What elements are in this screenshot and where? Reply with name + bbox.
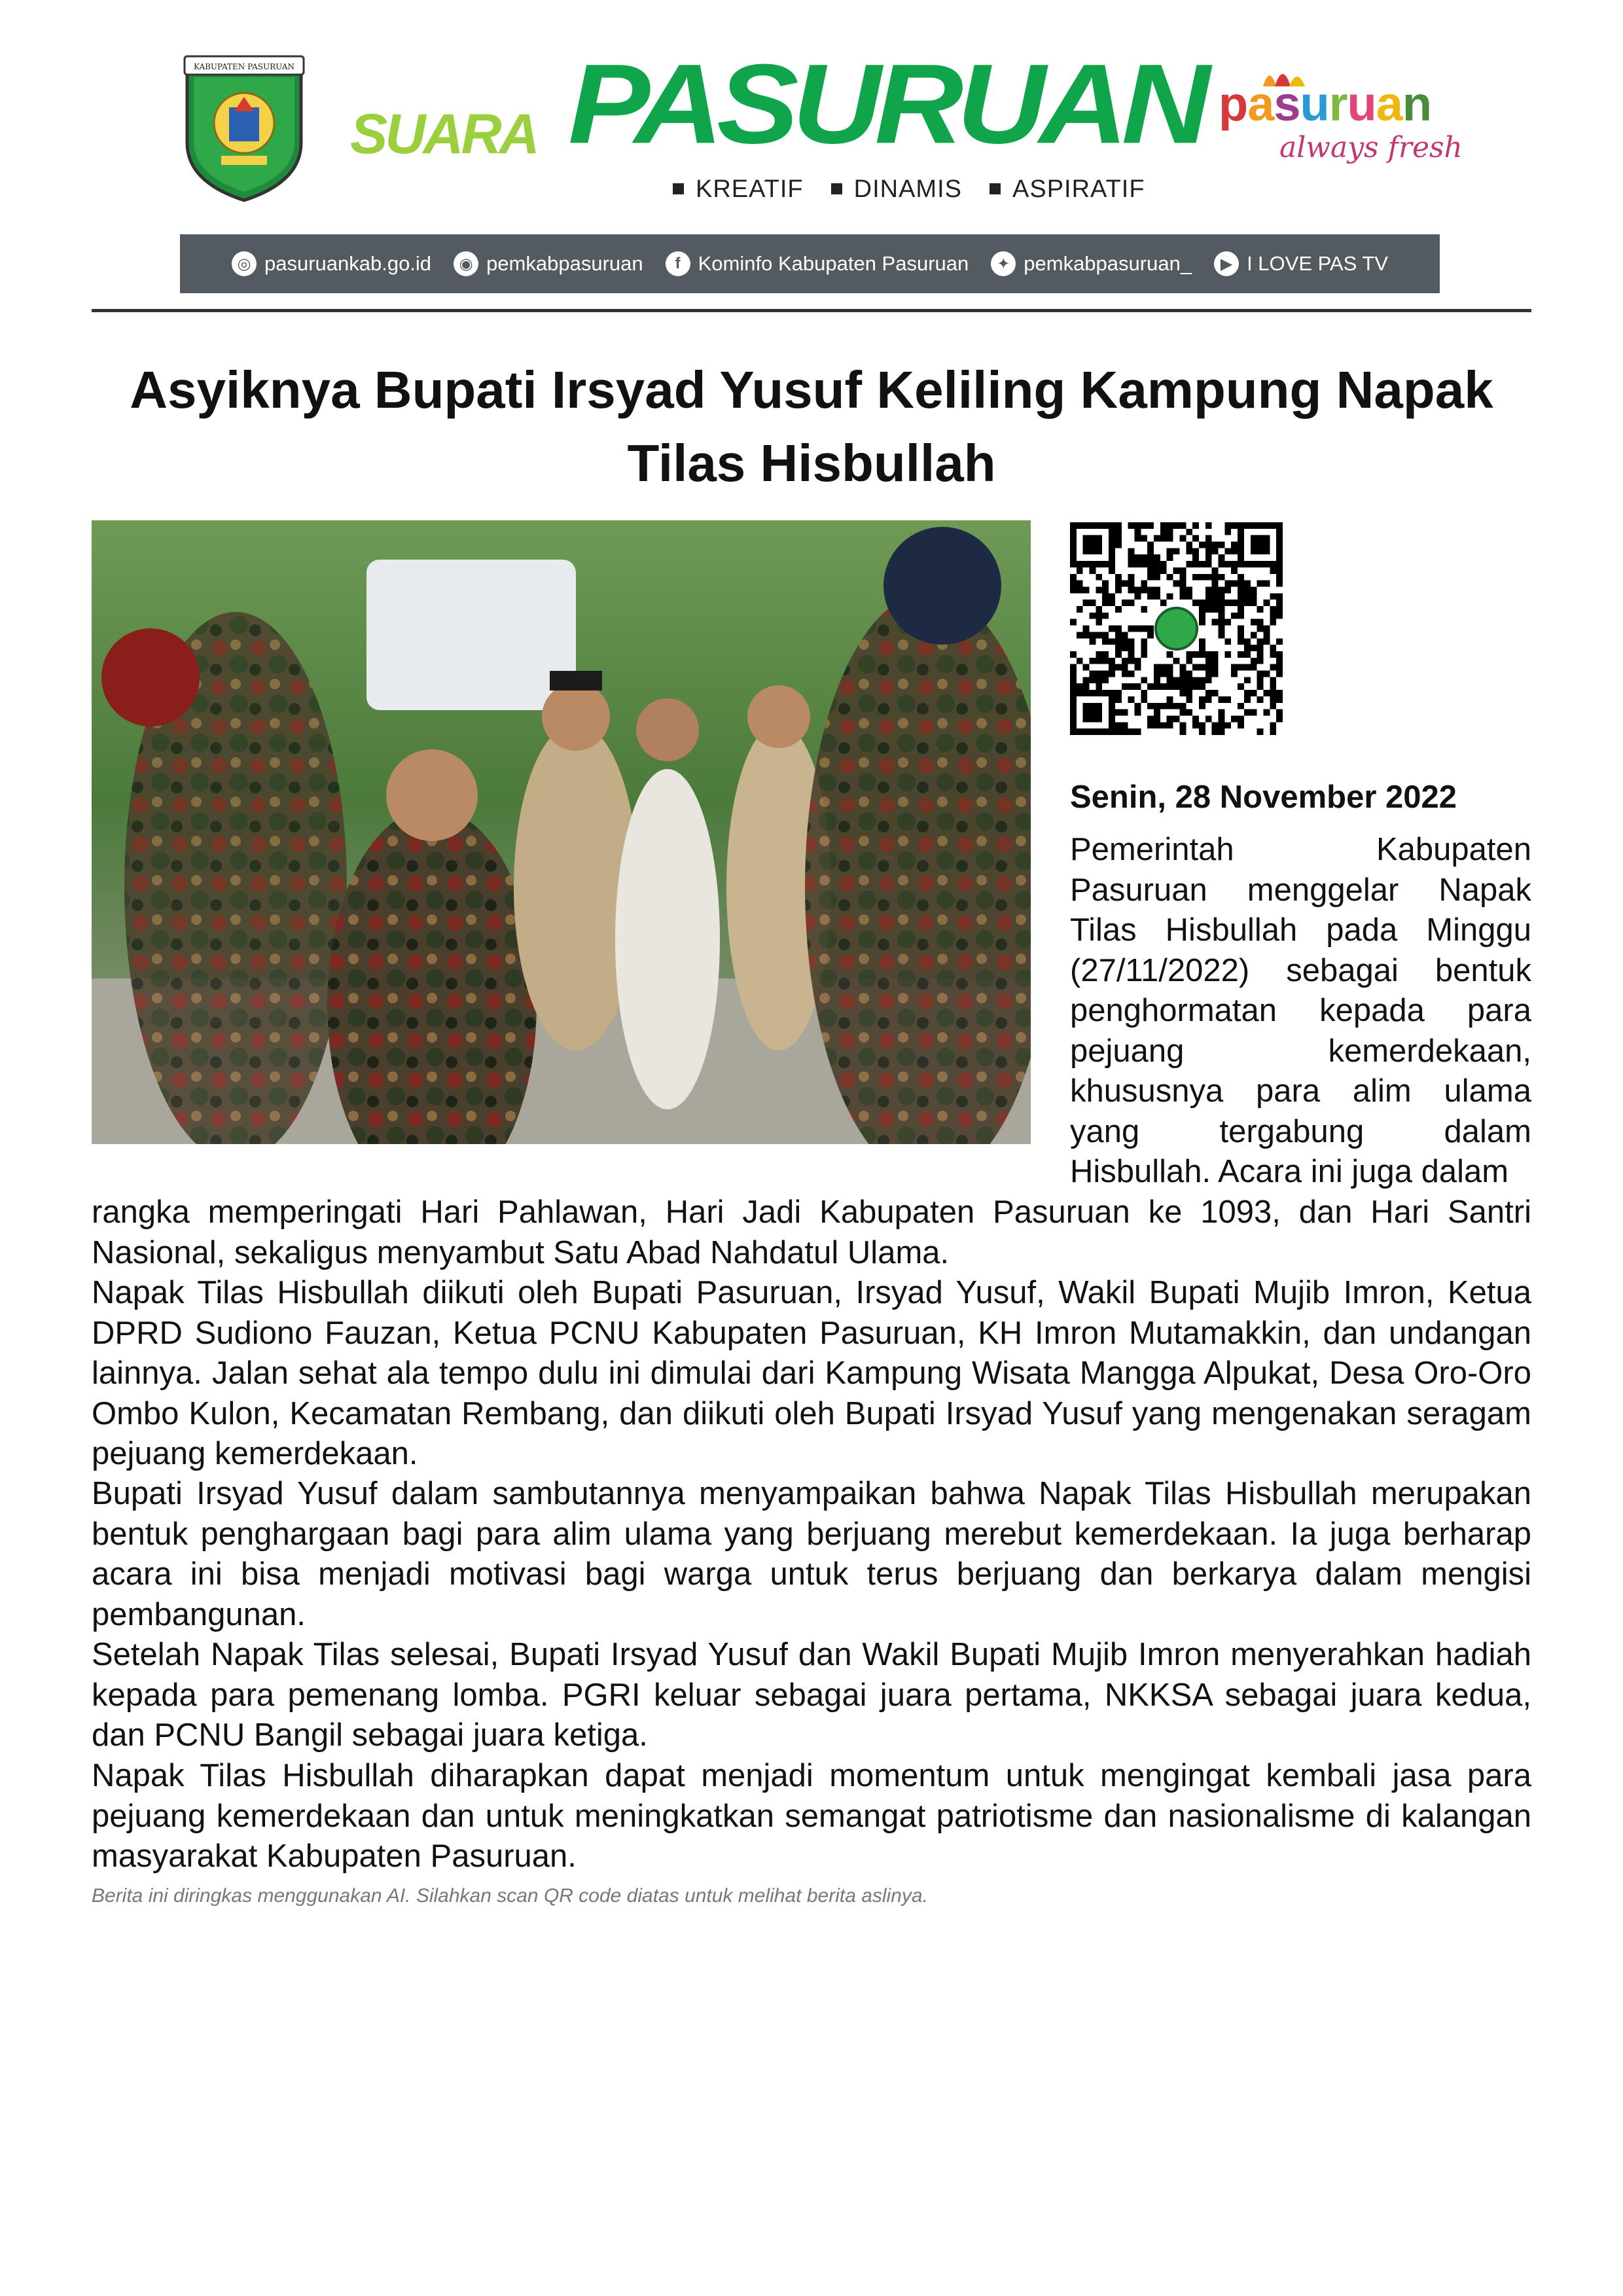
youtube-icon: ▶ (1214, 251, 1239, 276)
tourism-slogan: always fresh (1279, 131, 1463, 164)
social-media-bar (180, 234, 1440, 293)
social-instagram[interactable]: ◉ pemkabpasuruan (454, 251, 643, 276)
article-paragraph-5: Napak Tilas Hisbullah diharapkan dapat menjadi momentum untuk mengingat kembali jasa para pejuang kemerdekaan dan untuk meningkatkan semangat patriotisme dan nasionalisme di kalangan masyarakat Kabupaten Pasuruan. (92, 1758, 1531, 1874)
article-photo (92, 520, 1031, 1144)
article-paragraph-2: Napak Tilas Hisbullah diikuti oleh Bupati Pasuruan, Irsyad Yusuf, Wakil Bupati Mujib Imron, Ketua DPRD Sudiono Fauzan, Ketua PCNU Kabupaten Pasuruan, KH Imron Mutamakkin, dan undangan lainnya. Jalan sehat ala tempo dulu ini dimulai dari Kampung Wisata Mangga Alpukat, Desa Oro-Oro Ombo Kulon, Kecamatan Rembang, dan diikuti oleh Bupati Irsyad Yusuf yang mengenakan seragam pejuang kemerdekaan. (92, 1275, 1531, 1471)
tagline-item: KREATIF (673, 175, 804, 204)
header-divider (92, 309, 1531, 312)
facebook-icon: f (666, 251, 690, 276)
masthead-title: PASURUAN (568, 40, 1204, 168)
tagline (673, 175, 1145, 204)
qr-code[interactable] (1070, 522, 1283, 735)
regency-crest-logo (182, 51, 306, 203)
article-title: Asyiknya Bupati Irsyad Yusuf Keliling Kampung Napak Tilas Hisbullah (130, 361, 1493, 492)
qr-center-logo (1156, 608, 1197, 649)
twitter-icon: ✦ (991, 251, 1016, 276)
tourism-brand-logo: pasuruan (1219, 77, 1432, 131)
article-date: Senin, 28 November 2022 (1070, 780, 1457, 815)
social-twitter[interactable]: ✦ pemkabpasuruan_ (991, 251, 1192, 276)
article-paragraph-3: Bupati Irsyad Yusuf dalam sambutannya menyampaikan bahwa Napak Tilas Hisbullah merupakan bentuk penghargaan bagi para alim ulama yang berjuang merebut kemerdekaan. Ia juga berharap acara ini bisa menjadi motivasi bagi warga untuk terus berjuang dan berkarya dalam mengisi pembangunan. (92, 1476, 1531, 1632)
article-paragraph-4: Setelah Napak Tilas selesai, Bupati Irsyad Yusuf dan Wakil Bupati Mujib Imron menyerahkan hadiah kepada para pemenang lomba. PGRI keluar sebagai juara pertama, NKKSA sebagai juara kedua, dan PCNU Bangil sebagai juara ketiga. (92, 1637, 1531, 1753)
social-facebook[interactable]: f Kominfo Kabupaten Pasuruan (666, 251, 969, 276)
tagline-item: DINAMIS (831, 175, 962, 204)
ai-summary-footnote: Berita ini diringkas menggunakan AI. Silahkan scan QR code diatas untuk melihat berita aslinya. (92, 1885, 928, 1907)
globe-icon: ◎ (232, 251, 257, 276)
masthead-prefix: SUARA (350, 103, 537, 166)
tagline-item: ASPIRATIF (990, 175, 1145, 204)
article-paragraph-1-head: Pemerintah Kabupaten Pasuruan menggelar Napak Tilas Hisbullah pada Minggu (27/11/2022) sebagai bentuk penghormatan kepada para pejuang kemerdekaan, khususnya para alim ulama yang tergabung dalam Hisbullah. Acara ini juga dalam (1070, 832, 1531, 1189)
article-paragraph-1-tail: rangka memperingati Hari Pahlawan, Hari Jadi Kabupaten Pasuruan ke 1093, dan Hari Santri Nasional, sekaligus menyambut Satu Abad Nahdatul Ulama. (92, 1194, 1531, 1270)
svg-text:KABUPATEN PASURUAN: KABUPATEN PASURUAN (193, 62, 295, 71)
social-youtube[interactable]: ▶ I LOVE PAS TV (1214, 251, 1388, 276)
social-website[interactable]: ◎ pasuruankab.go.id (232, 251, 431, 276)
instagram-icon: ◉ (454, 251, 478, 276)
